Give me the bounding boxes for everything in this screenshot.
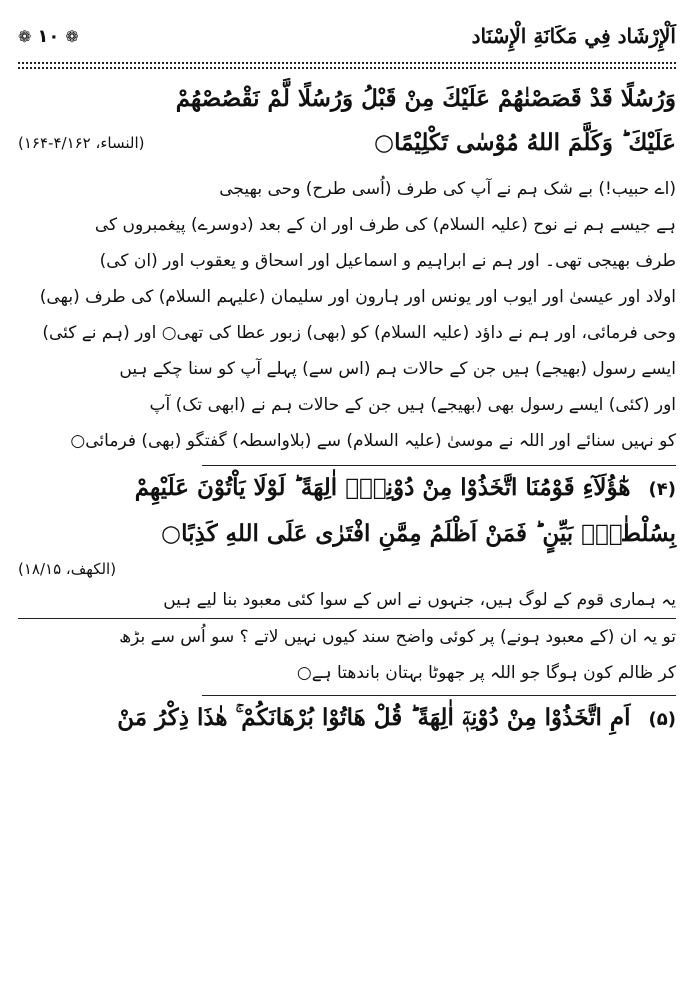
urdu-line: ایسے رسول (بھیجے) ہیں جن کے حالات ہم (اس سے) پہلے آپ کو سنا چکے ہیں: [119, 359, 676, 379]
urdu-line: وحی فرمائی، اور ہم نے داؤد (علیہ السلام) کو (بھی) زبور عطا کی تھی○ اور (ہم نے کئی): [42, 323, 676, 343]
urdu-line: کر ظالم کون ہوگا جو اللہ پر جھوٹا بہتان باندھتا ہے○: [296, 663, 676, 683]
arabic-line: [18, 121, 676, 165]
verse-block-1: [18, 77, 676, 459]
verse-block-3: [18, 695, 676, 742]
arabic-line: [18, 466, 676, 512]
header-divider: [18, 62, 676, 64]
urdu-translation: [18, 171, 676, 459]
page-number: ۱۰: [37, 25, 60, 47]
verse-reference: (النساء، ۴/۱۶۲-۱۶۴): [18, 134, 145, 152]
arabic-verse: [18, 466, 676, 556]
ornament-icon: ❁: [18, 26, 32, 46]
verse-reference: (الكهف، ۱۸/۱۵): [18, 560, 117, 578]
ornament-icon: ❁: [65, 26, 79, 46]
urdu-line: ہے جیسے ہم نے نوح (علیہ السلام) کی طرف اور ان کے بعد (دوسرے) پیغمبروں کی: [94, 215, 676, 235]
verse-number: (۴): [648, 479, 676, 500]
arabic-line: وَرُسُلًا قَدْ قَصَصْنٰهُمْ عَلَيْكَ مِنْ قَبْلُ وَرُسُلًا لَّمْ نَقْصُصْهُمْ: [175, 85, 676, 112]
verse-number: (۵): [648, 709, 676, 730]
book-title: اَلْإِرْشَاد فِي مَكَانَةِ الْإِسْنَاد: [471, 24, 676, 48]
document-page: [18, 14, 676, 994]
page-number-group: [18, 26, 79, 47]
urdu-translation: [18, 582, 676, 691]
urdu-line: کو نہیں سنائے اور اللہ نے موسیٰ (علیہ السلام) سے (بلاواسطہ) گفتگو (بھی) فرمائی○: [70, 431, 676, 451]
urdu-line: اولاد اور عیسیٰ اور ایوب اور یونس اور ہارون اور سلیمان (علیہم السلام) کی طرف (بھی): [39, 287, 676, 307]
arabic-line: [18, 696, 676, 742]
arabic-line-text: عَلَيْكَ ؕ وَكَلَّمَ اللهُ مُوْسٰى تَكْلِيْمًا○: [374, 129, 676, 156]
urdu-line: طرف بھیجی تھی۔ اور ہم نے ابراہیم و اسماعیل اور اسحاق و یعقوب اور (ان کی): [99, 251, 676, 271]
urdu-line: اور (کئی) ایسے رسول بھی (بھیجے) ہیں جن کے حالات ہم نے (ابھی تک) آپ: [149, 395, 676, 415]
arabic-verse: [18, 696, 676, 742]
urdu-line: تو یہ ان (کے معبود ہونے) پر کوئی واضح سند کیوں نہیں لاتے ؟ سو اُس سے بڑھ: [119, 627, 676, 647]
verse-block-2: [18, 465, 676, 691]
urdu-line: (اے حبیب!) بے شک ہم نے آپ کی طرف (اُسی طرح) وحی بھیجی: [219, 179, 676, 199]
urdu-line: یہ ہماری قوم کے لوگ ہیں، جنہوں نے اس کے سوا کئی معبود بنا لیے ہیں: [18, 582, 676, 619]
arabic-line-text: اَمِ اتَّخَذُوْا مِنْ دُوْنِهٖٓ اٰلِهَةً ؕ قُلْ هَاتُوْا بُرْهَانَكُمْ ۚ هٰذَا ذِكْرُ مَنْ: [117, 704, 631, 731]
page-header: [18, 14, 676, 58]
header-divider: [18, 67, 676, 69]
arabic-verse: [18, 77, 676, 165]
arabic-line-text: هٰٓؤُلَآءِ قَوْمُنَا اتَّخَذُوْا مِنْ دُوْنِهٖٓ اٰلِهَةً ؕ لَوْلَا يَاْتُوْنَ عَلَيْهِمْ: [134, 474, 631, 501]
arabic-line: بِسُلْطٰنٍۢ بَيِّنٍ ؕ فَمَنْ اَظْلَمُ مِمَّنِ افْتَرٰى عَلَى اللهِ كَذِبًا○: [161, 520, 676, 547]
